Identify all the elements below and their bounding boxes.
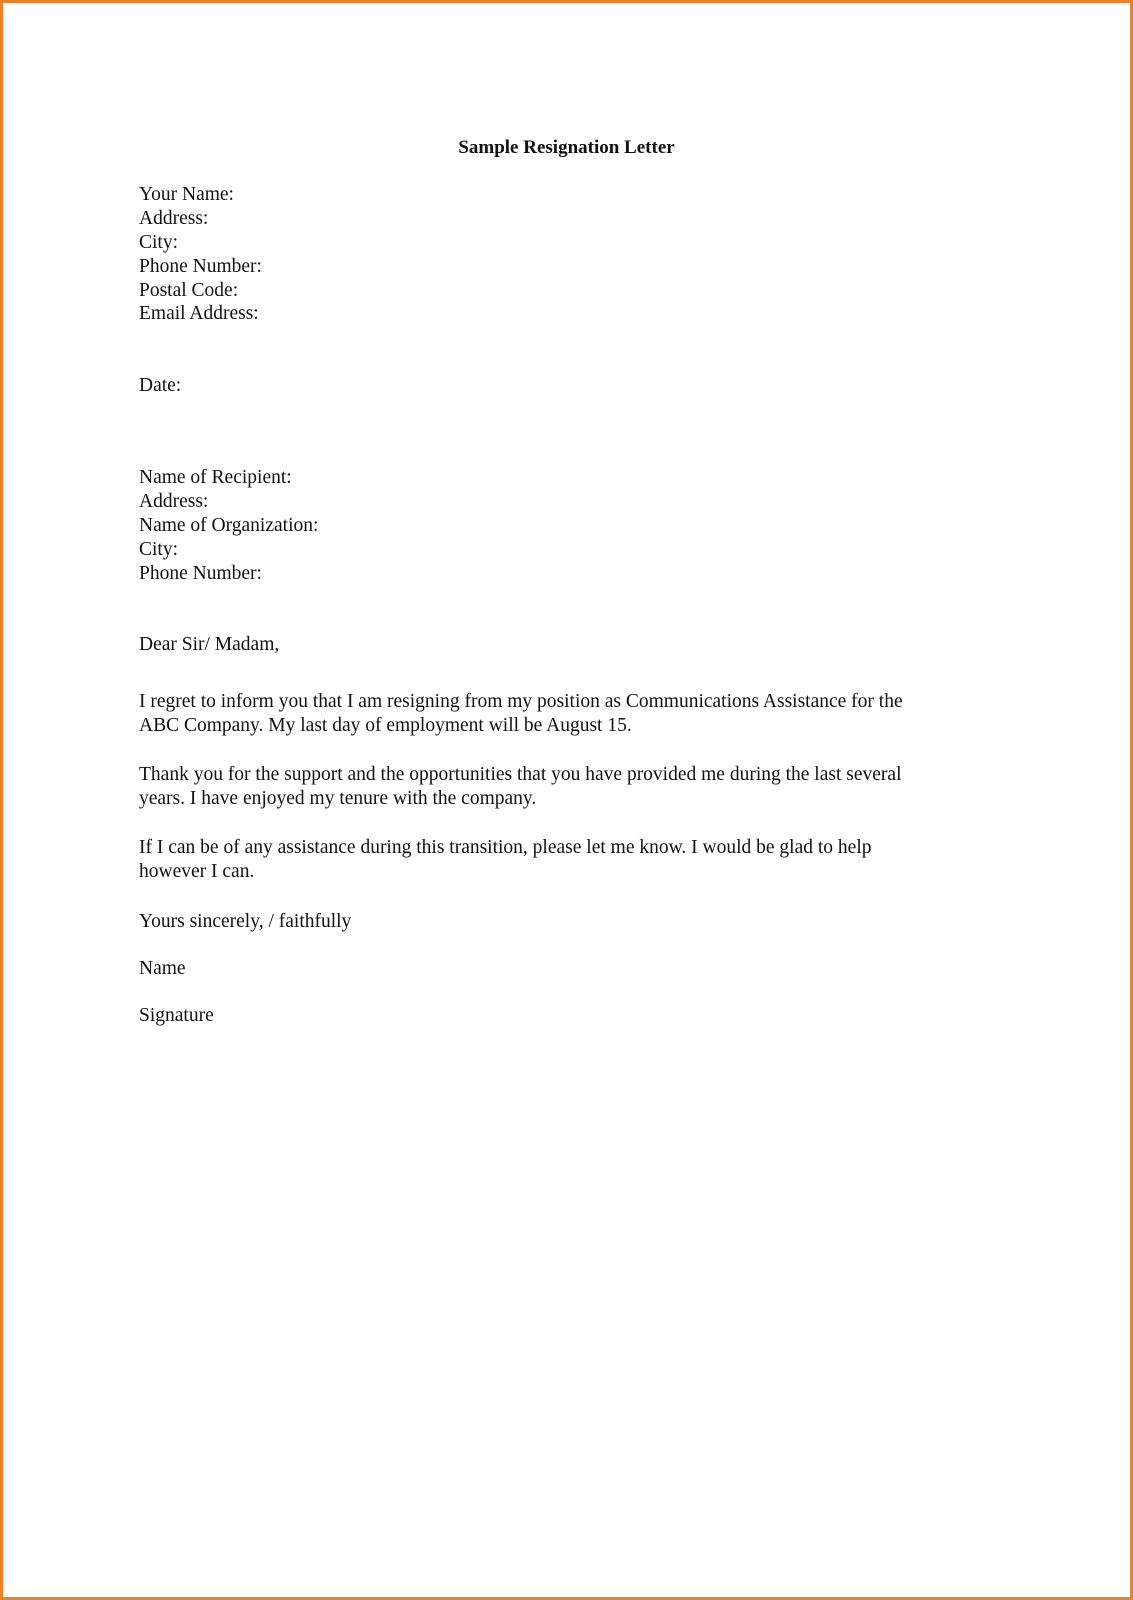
recipient-name-field: Name of Recipient: [139, 467, 292, 488]
salutation: Dear Sir/ Madam, [139, 634, 280, 655]
sender-email-field: Email Address: [139, 303, 259, 324]
date-field: Date: [139, 375, 182, 396]
paragraph-line: however I can. [139, 860, 255, 882]
sender-address-field: Address: [139, 208, 209, 229]
signature-line: Signature [139, 1005, 214, 1026]
sender-city-field: City: [139, 232, 179, 253]
paragraph-line: If I can be of any assistance during this transition, please let me know. I would be glad to help [139, 837, 872, 858]
paragraph-line: ABC Company. My last day of employment will be August 15. [139, 714, 632, 736]
closing: Yours sincerely, / faithfully [139, 911, 352, 932]
recipient-phone-field: Phone Number: [139, 563, 262, 584]
paragraph-line: I regret to inform you that I am resigning from my position as Communications Assistance for the [139, 691, 903, 712]
paragraph-line: Thank you for the support and the opportunities that you have provided me during the last several [139, 764, 902, 785]
sender-postal-code-field: Postal Code: [139, 280, 239, 301]
paragraph-line: years. I have enjoyed my tenure with the company. [139, 787, 537, 809]
sender-phone-field: Phone Number: [139, 256, 262, 277]
recipient-organization-field: Name of Organization: [139, 515, 319, 536]
body-paragraph [139, 763, 969, 810]
body-paragraph [139, 836, 969, 883]
body-paragraph [139, 690, 969, 737]
sender-name-field: Your Name: [139, 184, 234, 205]
recipient-city-field: City: [139, 539, 179, 560]
page-title: Sample Resignation Letter [458, 137, 675, 158]
recipient-address-field: Address: [139, 491, 209, 512]
signer-name: Name [139, 958, 186, 979]
